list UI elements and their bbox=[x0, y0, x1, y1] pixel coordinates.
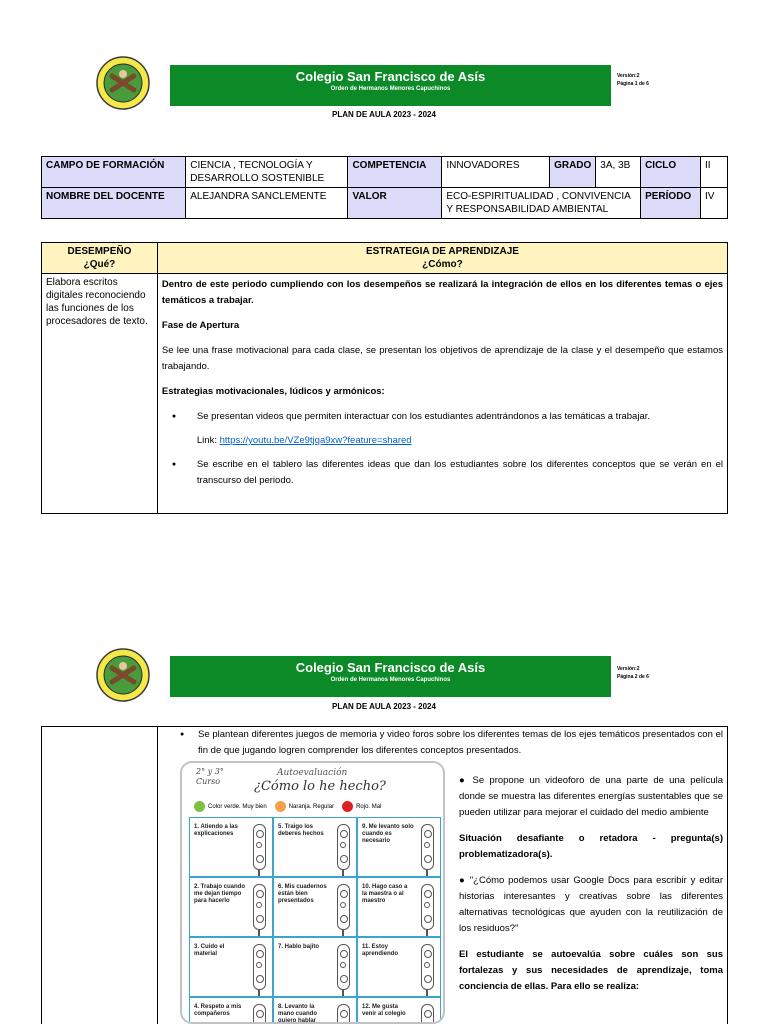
autoeval-curso: 2° y 3° Curso bbox=[196, 767, 224, 786]
smiley-green-icon bbox=[194, 801, 205, 812]
school-logo bbox=[96, 56, 150, 110]
estrategia-header bbox=[157, 243, 727, 274]
videoforo-text: ● Se propone un videoforo de una parte de una película donde se muestra las diferentes energías sustentables que se pueden utilizar para mejorar el cuidado del medio ambiente bbox=[459, 775, 723, 818]
version-label: Versión:2 bbox=[617, 666, 640, 672]
traffic-light-icon bbox=[253, 1004, 266, 1024]
autoeval-item-label: 5. Traigo los deberes hechos bbox=[278, 824, 324, 837]
autoeval-item bbox=[357, 997, 441, 1024]
school-logo bbox=[96, 648, 150, 702]
intro-text: Dentro de este periodo cumpliendo con los desempeños se realizará la integración de ellos en los diferentes temas o ejes temáticos a trabajar. bbox=[161, 279, 723, 306]
competencia-value: INNOVADORES bbox=[442, 157, 550, 188]
autoeval-item bbox=[189, 997, 273, 1024]
fase-text: Se lee una frase motivacional para cada clase, se presentan los objetivos de aprendizaje de la clase y el desempeño que estamos trabajando. bbox=[161, 345, 723, 372]
smiley-red-icon bbox=[342, 801, 353, 812]
periodo-label: PERÍODO bbox=[641, 188, 701, 219]
docente-value: ALEJANDRA SANCLEMENTE bbox=[186, 188, 348, 219]
campo-label: CAMPO DE FORMACIÓN bbox=[42, 157, 186, 188]
autoeval-item-label: 10. Hago caso a la maestra o al maestro bbox=[362, 884, 408, 904]
autoeval-item-label: 6. Mis cuadernos están bien presentados bbox=[278, 884, 327, 904]
page-label: Página 2 de 6 bbox=[617, 674, 649, 680]
ciclo-value: II bbox=[701, 157, 728, 188]
list-item: ● Se presentan videos que permiten interactuar con los estudiantes adentrándonos a las temáticas a trabajar. bbox=[162, 409, 723, 425]
info-table bbox=[41, 156, 728, 219]
autoeval-item bbox=[357, 877, 441, 937]
autoeval-item bbox=[273, 817, 357, 877]
docente-label: NOMBRE DEL DOCENTE bbox=[42, 188, 186, 219]
traffic-light-icon bbox=[337, 1004, 350, 1024]
plan-title: PLAN DE AULA 2023 - 2024 bbox=[332, 702, 436, 711]
juegos-bullet: ● Se plantean diferentes juegos de memoria y video foros sobre los diferentes temas de los ejes temáticos presentados con el fin de que jugando logren comprender los diferentes conceptos presentados. bbox=[170, 727, 723, 759]
school-order: Orden de Hermanos Menores Capuchinos bbox=[330, 677, 451, 683]
estrategias-title: Estrategias motivacionales, lúdicos y armónicos: bbox=[161, 386, 385, 397]
autoeval-item-label: 3. Cuido el material bbox=[194, 944, 225, 957]
traffic-light-icon bbox=[253, 884, 266, 930]
autoeval-item-label: 1. Atiendo a las explicaciones bbox=[194, 824, 238, 837]
traffic-light-icon bbox=[421, 824, 434, 870]
traffic-light-icon bbox=[421, 1004, 434, 1024]
estrategia-header-question: ¿Cómo? bbox=[422, 259, 463, 270]
desempeno-text: Elabora escritos digitales reconociendo las funciones de los procesadores de texto. bbox=[42, 274, 158, 514]
doc-meta bbox=[617, 665, 649, 681]
video-link[interactable]: https://youtu.be/VZe9tjqa9xw?feature=shared bbox=[219, 435, 412, 446]
autoeval-subtitle: ¿Cómo lo he hecho? bbox=[254, 779, 386, 794]
autoeval-item-label: 8. Levanto la mano cuando quiero hablar bbox=[278, 1004, 318, 1024]
autoeval-item bbox=[357, 817, 441, 877]
autoeval-item bbox=[273, 877, 357, 937]
page-label: Página 1 de 6 bbox=[617, 81, 649, 87]
autoeval-title: Autoevaluación bbox=[277, 768, 348, 778]
estrategia-content bbox=[157, 274, 727, 514]
pregunta-text: ● "¿Cómo podemos usar Google Docs para escribir y editar historias interesantes y creativas sobre las diferentes alternativas tecnológicas que ayuden con la reutilización de los residuos?" bbox=[459, 875, 723, 934]
page2-right-text bbox=[459, 773, 723, 1005]
legend-orange bbox=[275, 801, 334, 812]
legend-green-label: Color verde. Muy bien bbox=[208, 804, 267, 811]
traffic-light-icon bbox=[337, 944, 350, 990]
traffic-light-icon bbox=[253, 944, 266, 990]
autoeval-item bbox=[189, 877, 273, 937]
grado-value: 3A, 3B bbox=[596, 157, 641, 188]
fase-title: Fase de Apertura bbox=[161, 320, 240, 331]
traffic-light-icon bbox=[337, 884, 350, 930]
desempeno-header bbox=[42, 243, 158, 274]
autoeval-item-label: 7. Hablo bajito bbox=[278, 944, 320, 950]
estrategia-header-title: ESTRATEGIA DE APRENDIZAJE bbox=[365, 246, 519, 257]
periodo-value: IV bbox=[701, 188, 728, 219]
desempeno-header-title: DESEMPEÑO bbox=[67, 246, 132, 257]
plan-title: PLAN DE AULA 2023 - 2024 bbox=[332, 110, 436, 119]
autoeval-item-label: 9. Me levanto solo cuando es necesario bbox=[362, 824, 414, 844]
situacion-title: Situación desafiante o retadora - pregunta(s) problematizadora(s). bbox=[459, 833, 723, 860]
desempeno-table bbox=[41, 242, 728, 514]
autoeval-item bbox=[273, 997, 357, 1024]
autoeval-item bbox=[189, 817, 273, 877]
school-header-bar bbox=[170, 65, 611, 106]
school-header-bar bbox=[170, 656, 611, 697]
grado-label: GRADO bbox=[550, 157, 596, 188]
ciclo-label: CICLO bbox=[641, 157, 701, 188]
page2-left-cell bbox=[42, 727, 158, 1024]
autoeval-item bbox=[273, 937, 357, 997]
version-label: Versión:2 bbox=[617, 73, 640, 79]
smiley-orange-icon bbox=[275, 801, 286, 812]
traffic-light-icon bbox=[253, 824, 266, 870]
legend-orange-label: Naranja. Regular bbox=[288, 804, 335, 811]
autoeval-item bbox=[189, 937, 273, 997]
autoevaluacion-image bbox=[180, 761, 445, 1024]
school-name: Colegio San Francisco de Asís bbox=[295, 69, 486, 84]
autoeval-item bbox=[357, 937, 441, 997]
traffic-light-icon bbox=[421, 944, 434, 990]
autoeval-grid bbox=[189, 817, 441, 1024]
legend-red bbox=[342, 801, 381, 812]
autoevalua-text: El estudiante se autoevalúa sobre cuáles son sus fortalezas y sus necesidades de aprendizaje, toma conciencia de ellas. Para ello se realiza: bbox=[459, 949, 723, 992]
legend-green bbox=[194, 801, 267, 812]
campo-value: CIENCIA , TECNOLOGÍA Y DESARROLLO SOSTENIBLE bbox=[186, 157, 348, 188]
video-link-line bbox=[162, 433, 723, 449]
competencia-label: COMPETENCIA bbox=[348, 157, 442, 188]
autoeval-item-label: 11. Estoy aprendiendo bbox=[362, 944, 399, 957]
traffic-light-icon bbox=[421, 884, 434, 930]
estrategias-list bbox=[162, 409, 723, 425]
school-name: Colegio San Francisco de Asís bbox=[295, 660, 486, 675]
desempeno-header-question: ¿Qué? bbox=[83, 259, 116, 270]
legend-red-label: Rojo. Mal bbox=[356, 804, 382, 811]
link-label: Link: bbox=[196, 435, 220, 446]
school-order: Orden de Hermanos Menores Capuchinos bbox=[330, 86, 451, 92]
autoeval-legend bbox=[194, 801, 444, 812]
traffic-light-icon bbox=[337, 824, 350, 870]
autoeval-item-label: 12. Me gusta venir al colegio bbox=[362, 1004, 406, 1017]
autoeval-item-label: 4. Respeto a mis compañeros bbox=[194, 1004, 242, 1017]
list-item: ● Se escribe en el tablero las diferentes ideas que dan los estudiantes sobre los diferentes conceptos que se verán en el transcurso del periodo. bbox=[162, 457, 723, 489]
doc-meta bbox=[617, 72, 649, 88]
valor-value: ECO-ESPIRITUALIDAD , CONVIVENCIA Y RESPONSABILIDAD AMBIENTAL bbox=[442, 188, 641, 219]
estrategias-list-2 bbox=[162, 457, 723, 489]
autoeval-item-label: 2. Trabajo cuando me dejan tiempo para hacerlo bbox=[194, 884, 246, 904]
valor-label: VALOR bbox=[348, 188, 442, 219]
